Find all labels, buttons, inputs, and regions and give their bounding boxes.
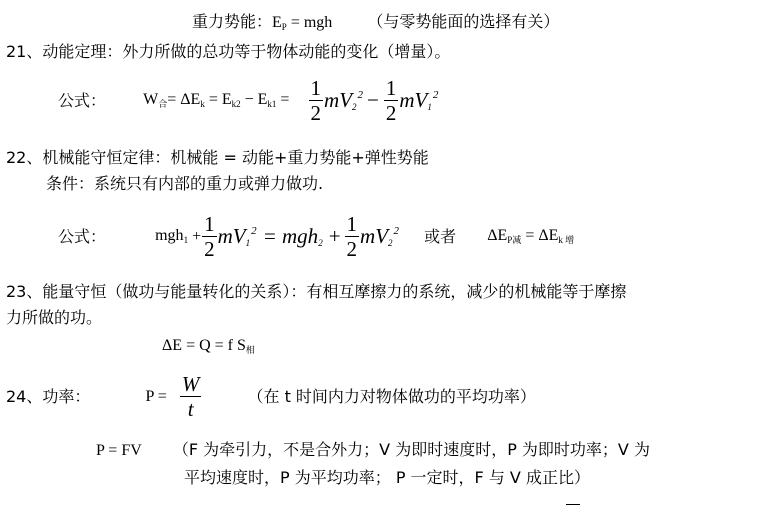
item-21-formula bbox=[58, 76, 438, 125]
v1-subscript: 1 bbox=[427, 101, 432, 112]
mv-symbol: mV bbox=[217, 223, 246, 248]
fraction-denominator: 2 bbox=[204, 237, 215, 261]
ek2-symbol: = E bbox=[204, 91, 232, 108]
item-23-formula bbox=[162, 338, 255, 355]
h1-subscript: 1 bbox=[183, 235, 189, 245]
square-exponent: 2 bbox=[357, 88, 364, 101]
mv2-term bbox=[324, 88, 363, 112]
gravity-pe-note: （与零势能面的选择有关） bbox=[367, 12, 560, 31]
fraction-numerator: 1 bbox=[385, 76, 397, 100]
v2-subscript: 2 bbox=[388, 237, 393, 248]
fraction-numerator: 1 bbox=[310, 76, 322, 100]
work-energy-expression bbox=[143, 92, 289, 109]
fraction-numerator: 1 bbox=[346, 212, 358, 236]
fraction-numerator: W bbox=[181, 372, 200, 396]
power-fv-note: （F 为牵引力，不是合外力；V 为即时速度时，P 为即时功率；V 为 bbox=[172, 440, 650, 459]
delta-ek: = ΔE bbox=[167, 91, 201, 108]
plus-sign: + bbox=[192, 227, 202, 245]
plus-sign: + bbox=[328, 224, 341, 248]
square-exponent: 2 bbox=[251, 224, 257, 237]
work-over-time-fraction bbox=[180, 372, 202, 421]
mgh2-term bbox=[263, 224, 323, 248]
ek-increase-subscript: k 增 bbox=[558, 235, 575, 245]
square-exponent: 2 bbox=[393, 224, 400, 237]
w-subscript: 合 bbox=[158, 99, 168, 109]
gravity-pe-line bbox=[192, 14, 559, 32]
fraction-denominator: 2 bbox=[385, 101, 397, 125]
mgh2-symbol: = mgh bbox=[262, 223, 319, 248]
item-22-condition: 条件：系统只有内部的重力或弹力做功. bbox=[46, 174, 324, 193]
item-24-row bbox=[6, 372, 536, 421]
square-exponent: 2 bbox=[432, 88, 439, 101]
ek1-subscript: k1 bbox=[267, 99, 277, 109]
item-23-heading: 23、能量守恒（做功与能量转化的关系）：有相互摩擦力的系统，减少的机械能等于摩擦 bbox=[6, 282, 627, 301]
item-22-formula bbox=[58, 212, 574, 261]
mv2-term bbox=[360, 224, 399, 248]
ek1-symbol: − E bbox=[240, 91, 268, 108]
fraction-numerator: 1 bbox=[204, 212, 215, 236]
mv-symbol: mV bbox=[399, 87, 428, 112]
item-23-heading-cont: 力所做的功。 bbox=[6, 308, 103, 327]
gravity-pe-formula bbox=[272, 14, 332, 31]
ep-symbol: E bbox=[272, 14, 282, 31]
average-power-note: （在 t 时间内力对物体做功的平均功率） bbox=[247, 386, 536, 406]
fraction-denominator: 2 bbox=[346, 237, 358, 261]
h2-subscript: 2 bbox=[318, 237, 323, 248]
mv1-term bbox=[399, 88, 438, 112]
item-22-heading: 22、机械能守恒定律：机械能 = 动能+重力势能+弹性势能 bbox=[6, 148, 429, 167]
energy-conservation-formula: ΔE = Q = f S bbox=[162, 337, 246, 354]
formula-label: 公式： bbox=[58, 226, 107, 246]
mv-symbol: mV bbox=[360, 223, 389, 248]
energy-change-expression bbox=[487, 227, 574, 244]
v2-subscript: 2 bbox=[352, 101, 357, 112]
power-fv-note-cont: 平均速度时，P 为平均功率； P 一定时，F 与 V 成正比） bbox=[184, 468, 590, 487]
half-fraction bbox=[384, 76, 399, 125]
mgh-symbol: mgh bbox=[155, 227, 184, 244]
half-fraction bbox=[345, 212, 360, 261]
mv1-term bbox=[218, 224, 257, 248]
page-edge-mark bbox=[566, 504, 580, 505]
power-fv-formula: P = FV bbox=[96, 442, 142, 459]
relative-subscript: 相 bbox=[245, 345, 255, 355]
fraction-denominator: 2 bbox=[310, 101, 322, 125]
gravity-pe-label: 重力势能： bbox=[192, 12, 273, 31]
ep-subscript: P bbox=[281, 22, 287, 32]
item-24-heading: 24、功率： bbox=[6, 386, 91, 406]
w-symbol: W bbox=[143, 91, 159, 108]
equals-sign: = bbox=[276, 91, 290, 108]
fraction-denominator: t bbox=[180, 396, 202, 421]
formula-label: 公式： bbox=[58, 90, 107, 110]
half-fraction bbox=[309, 76, 324, 125]
minus-sign: − bbox=[367, 88, 379, 112]
power-fv-row bbox=[96, 442, 650, 459]
ek2-subscript: k2 bbox=[231, 99, 241, 109]
ep-decrease-subscript: P减 bbox=[507, 235, 522, 245]
power-p-equals: P = bbox=[145, 387, 167, 405]
item-21-heading: 21、动能定理：外力所做的总功等于物体动能的变化（增量）。 bbox=[6, 42, 451, 61]
half-fraction bbox=[202, 212, 217, 261]
ek-subscript: k bbox=[200, 99, 205, 109]
delta-ek-symbol: = ΔE bbox=[521, 227, 559, 244]
or-text: 或者 bbox=[424, 226, 457, 246]
mv-symbol: mV bbox=[324, 87, 353, 112]
delta-ep-symbol: ΔE bbox=[487, 227, 508, 244]
mgh1-term bbox=[155, 228, 188, 245]
ep-value: = mgh bbox=[286, 14, 333, 31]
v1-subscript: 1 bbox=[245, 237, 251, 248]
